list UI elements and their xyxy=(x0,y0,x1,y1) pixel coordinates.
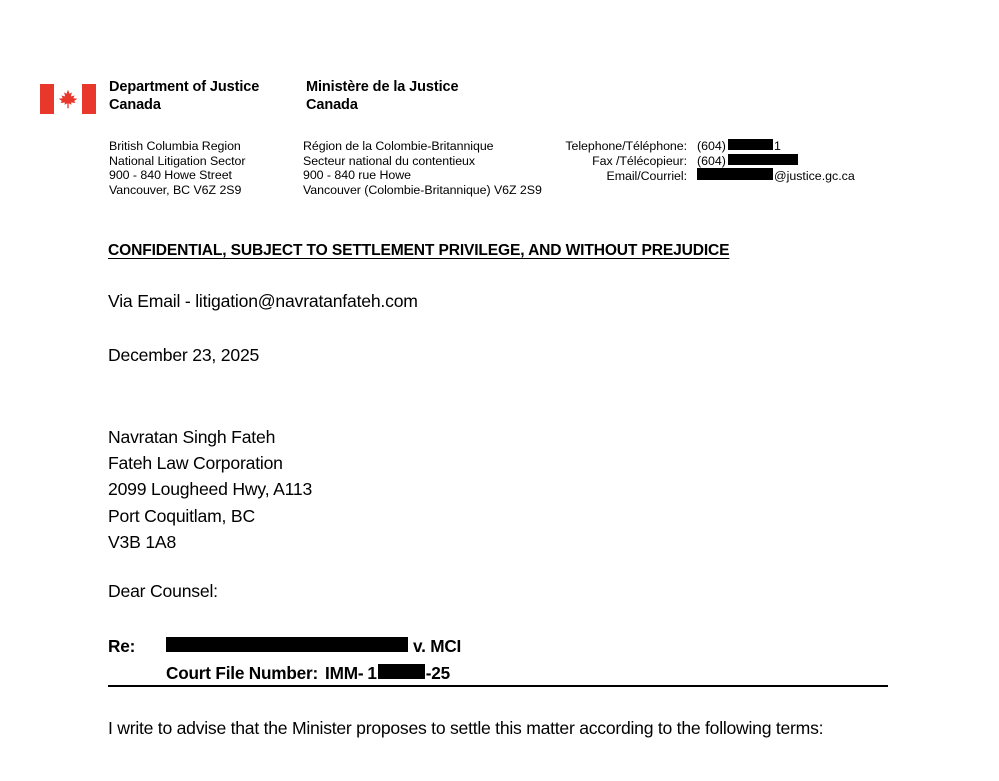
delivery-line: Via Email - litigation@navratanfateh.com xyxy=(108,291,418,311)
confidential-notice: CONFIDENTIAL, SUBJECT TO SETTLEMENT PRIVILEGE, AND WITHOUT PREJUDICE xyxy=(108,242,730,259)
fax-label: Fax /Télécopieur: xyxy=(592,153,687,168)
re-block xyxy=(108,633,898,687)
recipient-line-3: 2099 Lougheed Hwy, A113 xyxy=(108,479,313,500)
department-title-fr xyxy=(306,78,606,114)
address-fr-line-2: Secteur national du contentieux xyxy=(303,153,476,168)
email-redaction-bar xyxy=(697,168,773,180)
address-en-line-3: 900 - 840 Howe Street xyxy=(109,168,232,183)
address-fr-line-4: Vancouver (Colombie-Britannique) V6Z 2S9 xyxy=(303,182,542,197)
fax-redaction-bar xyxy=(728,154,798,165)
recipient-address xyxy=(108,424,312,555)
department-title-en xyxy=(109,78,306,114)
recipient-line-1: Navratan Singh Fateh xyxy=(108,427,276,447)
email-domain: @justice.gc.ca xyxy=(774,169,855,184)
recipient-line-2: Fateh Law Corporation xyxy=(108,453,283,474)
recipient-line-4: Port Coquitlam, BC xyxy=(108,505,255,526)
email-label: Email/Courriel: xyxy=(606,169,687,184)
telephone-label: Telephone/Téléphone: xyxy=(565,139,687,153)
telephone-value xyxy=(687,139,781,154)
court-file-lead-digit: 1 xyxy=(367,663,377,683)
flag-bar-right xyxy=(82,84,96,114)
department-title-en-line1: Department of Justice xyxy=(109,79,260,95)
recipient-line-5: V3B 1A8 xyxy=(108,531,177,552)
address-en-line-1: British Columbia Region xyxy=(109,139,241,153)
telephone-prefix: (604) xyxy=(697,139,726,153)
re-line-court-file xyxy=(108,660,898,687)
court-file-redaction-bar xyxy=(378,664,425,679)
department-title-fr-line1: Ministère de la Justice xyxy=(306,79,459,95)
fax-value xyxy=(687,154,798,169)
re-party-suffix: v. MCI xyxy=(413,636,462,656)
contact-details xyxy=(535,139,960,183)
court-file-label: Court File Number: xyxy=(166,663,319,683)
department-title-fr-line2: Canada xyxy=(306,97,358,113)
contact-row-telephone xyxy=(535,139,960,154)
address-fr-line-1: Région de la Colombie-Britannique xyxy=(303,139,494,153)
email-value xyxy=(687,168,855,184)
contact-row-email xyxy=(535,168,960,183)
flag-bar-left xyxy=(40,84,54,114)
body-paragraph: I write to advise that the Minister proposes to settle this matter according to the following terms: xyxy=(108,718,824,738)
fax-prefix: (604) xyxy=(697,153,726,168)
maple-leaf-icon xyxy=(54,84,82,114)
address-fr-line-3: 900 - 840 rue Howe xyxy=(303,168,411,183)
address-block-en xyxy=(109,139,303,197)
salutation: Dear Counsel: xyxy=(108,581,218,601)
party-name-redaction-bar xyxy=(166,637,408,652)
horizontal-rule xyxy=(108,685,888,687)
re-line-party xyxy=(108,633,898,660)
court-file-value xyxy=(166,660,450,687)
telephone-suffix: 1 xyxy=(773,139,781,153)
address-en-line-2: National Litigation Sector xyxy=(109,153,246,168)
re-party-value xyxy=(166,633,461,660)
department-title-en-line2: Canada xyxy=(109,97,161,113)
contact-row-fax xyxy=(535,154,960,169)
court-file-prefix: IMM- xyxy=(325,663,364,683)
telephone-redaction-bar xyxy=(728,139,773,150)
address-en-line-4: Vancouver, BC V6Z 2S9 xyxy=(109,182,242,197)
re-label: Re: xyxy=(108,636,136,656)
court-file-suffix: -25 xyxy=(425,663,450,683)
canada-flag-icon xyxy=(40,84,96,114)
letter-date: December 23, 2025 xyxy=(108,345,260,365)
department-titles xyxy=(109,78,969,114)
